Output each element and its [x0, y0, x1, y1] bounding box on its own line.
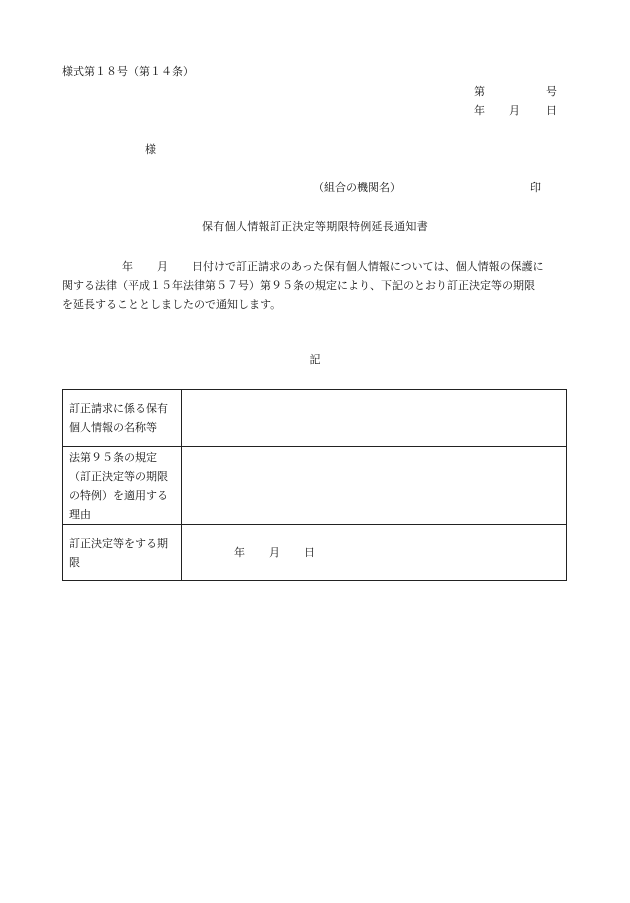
date-month-label: 月 — [509, 104, 520, 117]
deadline-month-label: 月 — [269, 546, 280, 559]
date-day-label: 日 — [546, 104, 557, 117]
body-line1-text: 日付けで訂正請求のあった保有個人情報については、個人情報の保護に — [192, 260, 544, 273]
date-year-label: 年 — [474, 104, 485, 117]
document-title: 保有個人情報訂正決定等期限特例延長通知書 — [202, 220, 428, 233]
notice-body-line-2: 関する法律（平成１５年法律第５７号）第９５条の規定により、下記のとおり訂正決定等の期限 — [62, 279, 535, 292]
deadline-date-cell — [182, 525, 567, 581]
table-value-cell — [182, 447, 567, 525]
table-row — [63, 390, 567, 447]
label-line: 個人情報の名称等 — [69, 421, 157, 434]
addressee-honorific: 様 — [145, 143, 156, 156]
table-label-cell — [63, 525, 182, 581]
table-row — [63, 525, 567, 581]
document-number-label: 第 — [474, 85, 485, 98]
notice-body-line-3: を延長することとしましたので通知します。 — [62, 298, 282, 311]
deadline-day-label: 日 — [304, 546, 315, 559]
body-year-label: 年 — [122, 260, 133, 273]
label-line: 理由 — [69, 507, 91, 521]
label-line: 限 — [69, 555, 80, 569]
table-label-cell — [63, 447, 182, 525]
table-row — [63, 447, 567, 525]
label-line: 訂正請求に係る保有 — [69, 402, 168, 415]
label-line: 訂正決定等をする期 — [69, 536, 168, 550]
table-value-cell — [182, 390, 567, 447]
notice-body — [62, 257, 572, 314]
form-number: 様式第１８号（第１４条） — [62, 65, 194, 78]
sender-organization-name: （組合の機関名） — [313, 181, 401, 194]
seal-mark: 印 — [530, 181, 541, 194]
deadline-year-label: 年 — [234, 546, 245, 559]
ki-heading: 記 — [309, 353, 321, 366]
label-line: （訂正決定等の期限 — [69, 469, 168, 483]
document-number-suffix: 号 — [546, 85, 557, 98]
notice-body-line-1 — [62, 257, 572, 276]
record-table — [62, 389, 567, 581]
table-label-cell — [63, 390, 182, 447]
label-line: の特例）を適用する — [69, 488, 168, 502]
label-line: 法第９５条の規定 — [69, 450, 157, 464]
body-month-label: 月 — [157, 260, 168, 273]
